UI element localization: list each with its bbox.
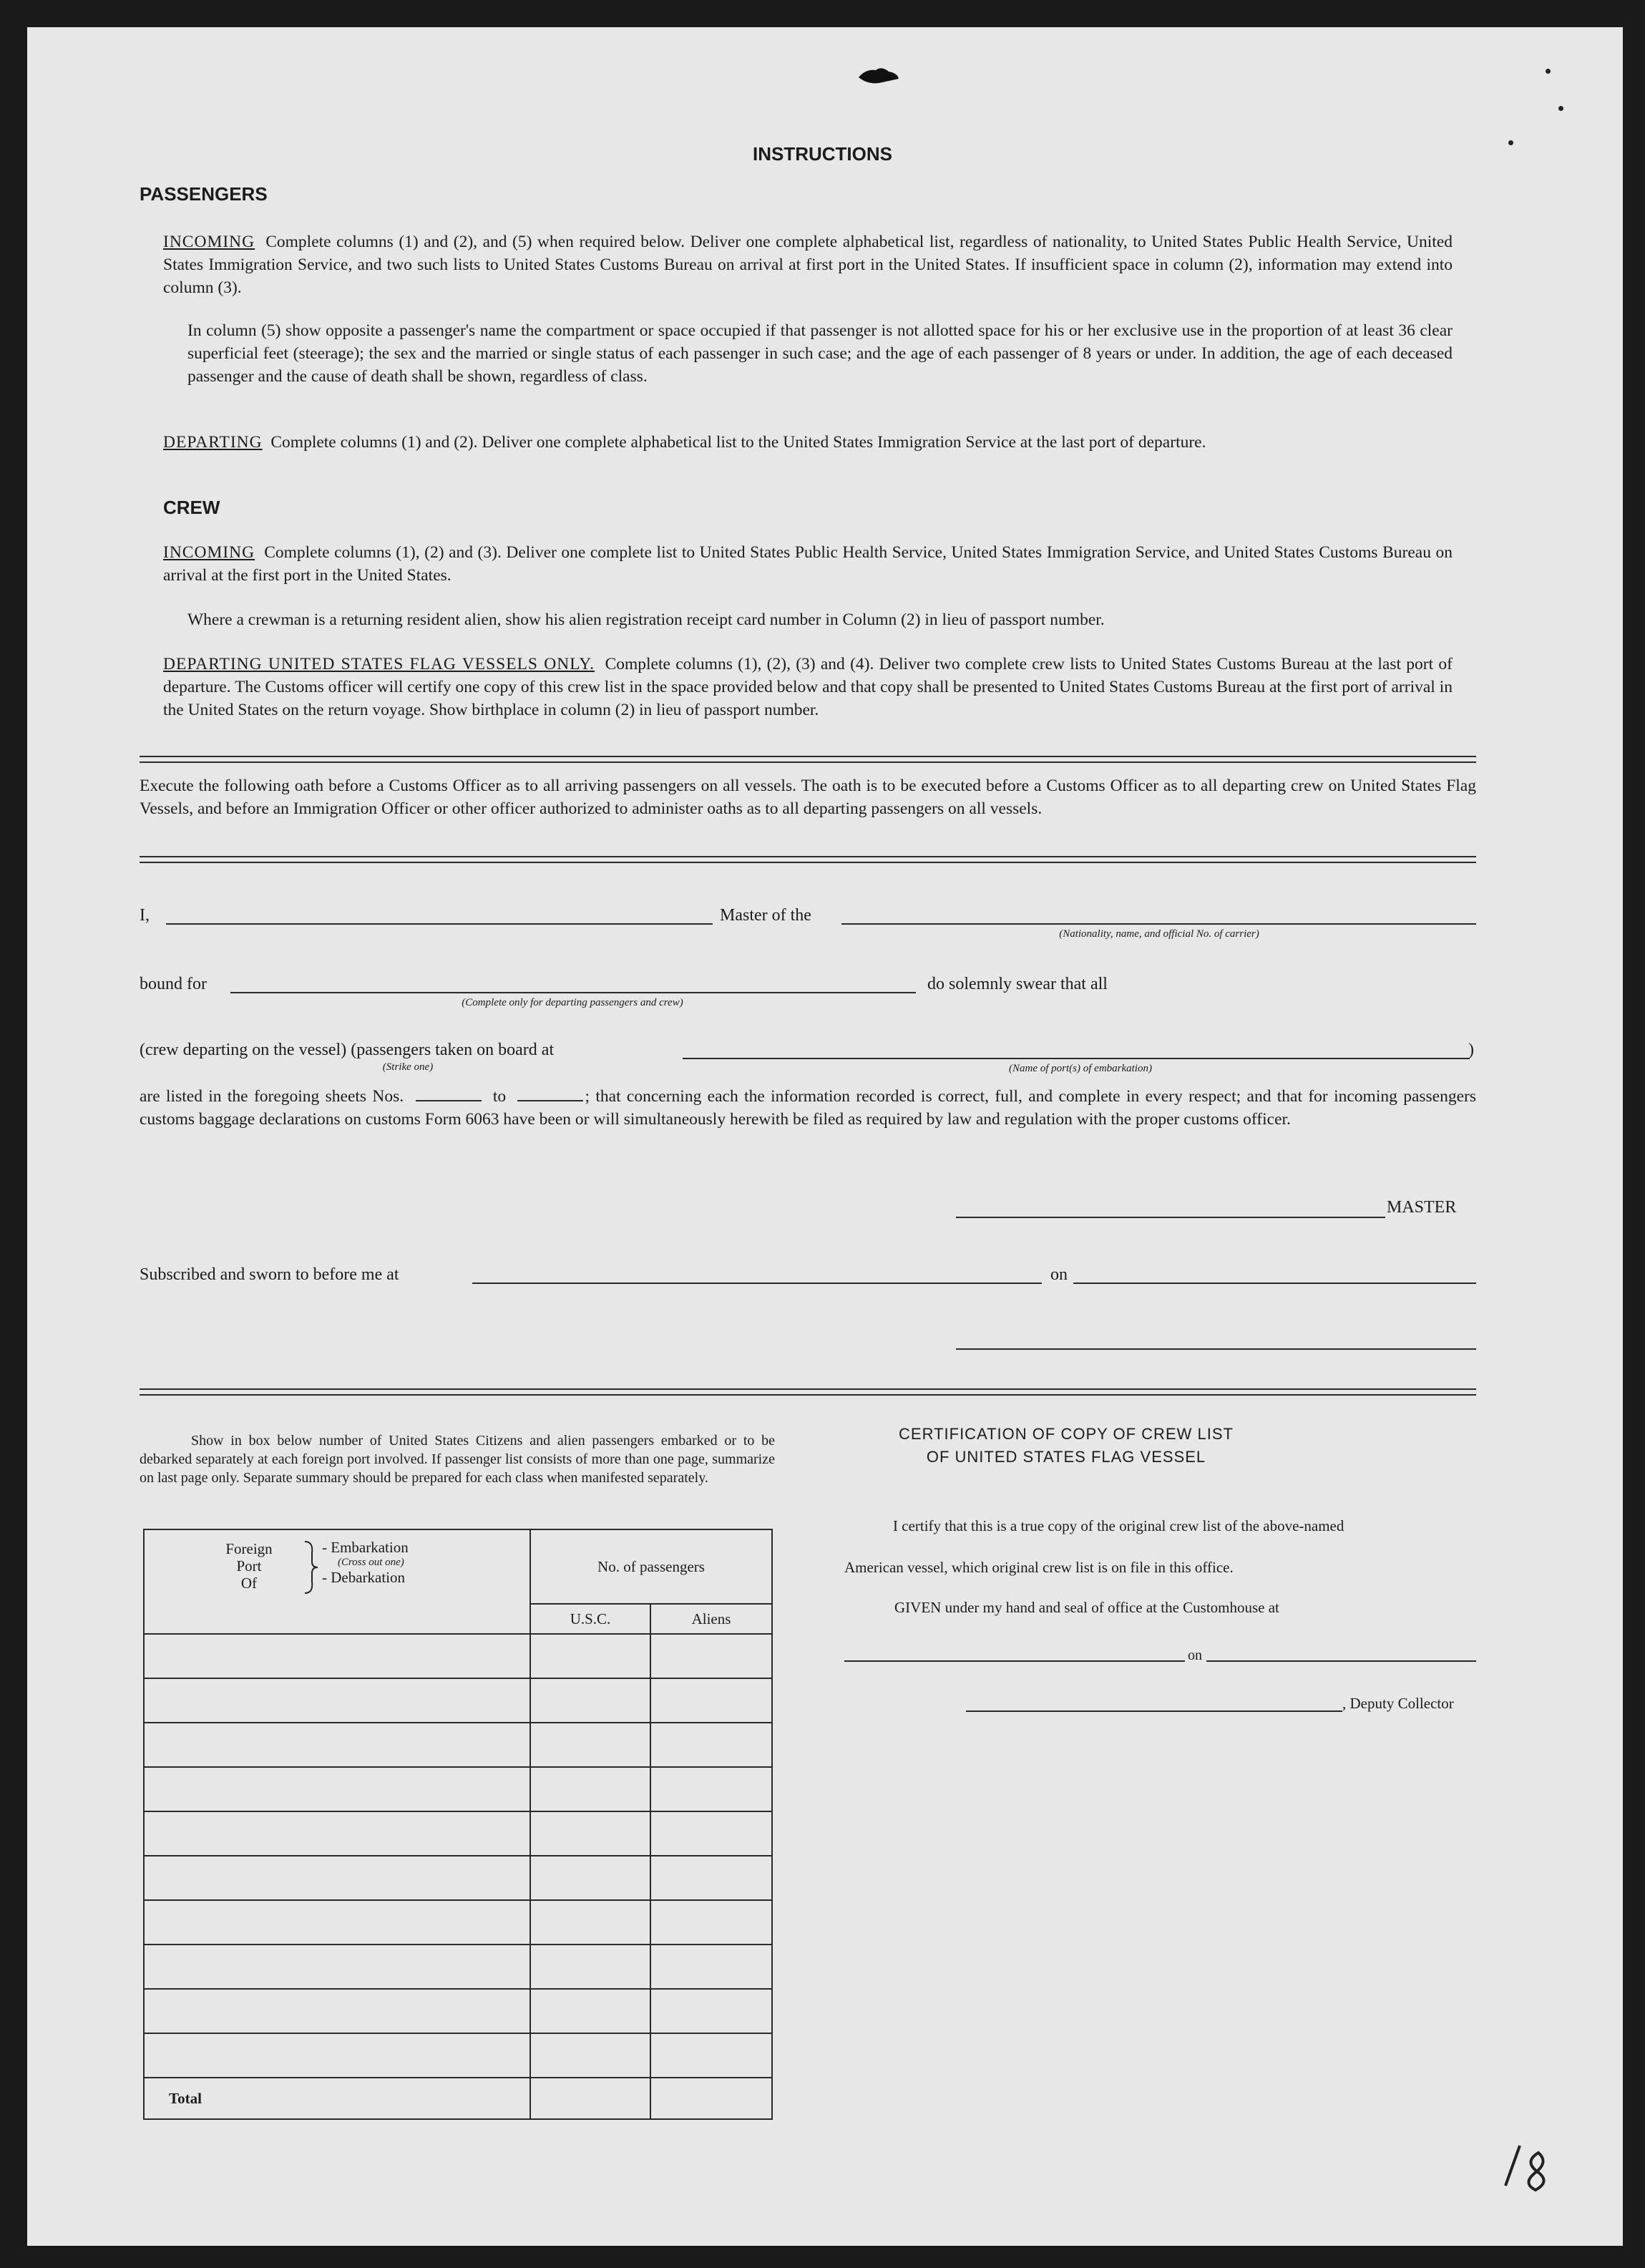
table-row bbox=[144, 1767, 772, 1811]
page-title: INSTRUCTIONS bbox=[753, 143, 892, 165]
total-row bbox=[144, 2078, 772, 2119]
port-cell[interactable] bbox=[144, 1900, 530, 1945]
swear-label: do solemnly swear that all bbox=[927, 975, 1108, 993]
resident-alien-paragraph: Where a crewman is a returning resident alien, show his alien registration receipt card number in Column (2) in lieu of passport number. bbox=[187, 610, 1105, 629]
sworn-place-field[interactable] bbox=[472, 1283, 1042, 1284]
table-row bbox=[144, 2033, 772, 2078]
foreign-label: Foreign bbox=[225, 1540, 273, 1557]
passengers-incoming-label: INCOMING bbox=[163, 233, 255, 251]
port-caption: (Name of port(s) of embarkation) bbox=[1009, 1063, 1152, 1074]
total-label: Total bbox=[144, 2078, 530, 2119]
sheets-paragraph bbox=[140, 1085, 1476, 1131]
sworn-date-field[interactable] bbox=[1073, 1283, 1476, 1284]
usc-header: U.S.C. bbox=[530, 1604, 650, 1634]
crew-departing-label: DEPARTING UNITED STATES FLAG VESSELS ONLY. bbox=[163, 655, 595, 673]
usc-cell[interactable] bbox=[530, 1811, 650, 1856]
port-cell[interactable] bbox=[144, 1989, 530, 2033]
usc-cell[interactable] bbox=[530, 1767, 650, 1811]
crew-departing-label: (crew departing on the vessel) (passengers taken on board at bbox=[140, 1041, 555, 1059]
aliens-cell[interactable] bbox=[650, 1723, 772, 1767]
usc-cell[interactable] bbox=[530, 1856, 650, 1900]
bound-caption: (Complete only for departing passengers and crew) bbox=[462, 997, 683, 1008]
port-cell[interactable] bbox=[144, 1856, 530, 1900]
port-cell[interactable] bbox=[144, 1634, 530, 1678]
table-row bbox=[144, 1945, 772, 1989]
handwritten-mark bbox=[1495, 2140, 1574, 2197]
listed-pre: are listed in the foregoing sheets Nos. bbox=[140, 1087, 404, 1106]
page-mark bbox=[1558, 106, 1563, 111]
sheet-from-field[interactable] bbox=[416, 1087, 482, 1101]
table-row bbox=[144, 1811, 772, 1856]
crew-incoming-text: Complete columns (1), (2) and (3). Deliver one complete list to United States Public Health Service, United States Immigration Service, and United States Customs Bureau on arrival at the first port in the United States. bbox=[163, 543, 1453, 585]
passengers-departing-paragraph bbox=[163, 431, 1453, 454]
usc-cell[interactable] bbox=[530, 2033, 650, 2078]
certification-title bbox=[844, 1423, 1474, 1469]
table-row bbox=[144, 1723, 772, 1767]
aliens-cell[interactable] bbox=[650, 1767, 772, 1811]
summary-note: Show in box below number of United States Citizens and alien passengers embarked or to be debarked separately at each foreign port involved. If passenger list consists of more than one page, summarize on last page only. Separate summary should be prepared for each class when manifested separately. bbox=[140, 1433, 775, 1486]
port-cell[interactable] bbox=[144, 1678, 530, 1723]
table-row bbox=[144, 1900, 772, 1945]
master-signature-field[interactable] bbox=[956, 1217, 1385, 1218]
usc-cell[interactable] bbox=[530, 1945, 650, 1989]
passengers-departing-text: Complete columns (1) and (2). Deliver one complete alphabetical list to the United States Immigration Service at the last port of departure. bbox=[270, 433, 1206, 452]
carrier-caption: (Nationality, name, and official No. of carrier) bbox=[1059, 928, 1259, 940]
column5-paragraph: In column (5) show opposite a passenger's name the compartment or space occupied if that passenger is not allotted space for his or her exclusive use in the proportion of at least 36 clear superficial feet (steerage); the sex and the married or single status of each passenger in such case; and the age of each passenger of 8 years or under. In addition, the age of each deceased passenger and the cause of death shall be shown, regardless of class. bbox=[187, 321, 1453, 386]
page-mark bbox=[1546, 69, 1551, 74]
crew-incoming-label: INCOMING bbox=[163, 543, 255, 562]
port-cell[interactable] bbox=[144, 1811, 530, 1856]
oath-i-label: I, bbox=[140, 906, 150, 925]
certification-date-field[interactable] bbox=[1206, 1660, 1476, 1662]
brace-icon bbox=[303, 1540, 319, 1595]
no-passengers-header: No. of passengers bbox=[530, 1529, 772, 1604]
cross-out-label: (Cross out one) bbox=[338, 1557, 404, 1568]
to-label: to bbox=[492, 1087, 507, 1106]
crew-incoming-paragraph bbox=[163, 541, 1453, 587]
table-row bbox=[144, 1856, 772, 1900]
given-text: GIVEN under my hand and seal of office at the Customhouse at bbox=[894, 1599, 1279, 1616]
port-cell[interactable] bbox=[144, 1723, 530, 1767]
sheet-to-field[interactable] bbox=[517, 1087, 583, 1101]
destination-field[interactable] bbox=[230, 992, 916, 993]
crew-departing-paragraph bbox=[163, 653, 1453, 721]
usc-cell[interactable] bbox=[530, 1634, 650, 1678]
aliens-cell[interactable] bbox=[650, 1989, 772, 2033]
oath-intro: Execute the following oath before a Customs Officer as to all arriving passengers on all vessels. The oath is to be executed before a Customs Officer as to all departing crew on United States Flag Vessels, and before an Immigration Officer or other officer authorized to administer oaths as to all departing passengers on all vessels. bbox=[140, 777, 1476, 818]
section-divider bbox=[140, 756, 1476, 763]
port-cell[interactable] bbox=[144, 2033, 530, 2078]
crew-heading: CREW bbox=[163, 497, 220, 518]
listed-post: ; that concerning each the information recorded is correct, full, and complete in every respect; and that for incoming passengers customs baggage declarations on customs Form 6063 have been or will simultaneously herewith be filed as required by law and regulation with the proper customs officer. bbox=[140, 1087, 1477, 1129]
total-usc-cell[interactable] bbox=[530, 2078, 650, 2119]
port-cell[interactable] bbox=[144, 1767, 530, 1811]
debarkation-label: - Debarkation bbox=[322, 1569, 406, 1586]
aliens-cell[interactable] bbox=[650, 1678, 772, 1723]
strike-caption: (Strike one) bbox=[382, 1061, 434, 1073]
certification-title-line2: OF UNITED STATES FLAG VESSEL bbox=[926, 1448, 1206, 1466]
port-cell[interactable] bbox=[144, 1945, 530, 1989]
aliens-cell[interactable] bbox=[650, 1811, 772, 1856]
ink-blot-icon bbox=[857, 66, 900, 86]
subscribed-label: Subscribed and sworn to before me at bbox=[140, 1265, 399, 1284]
usc-cell[interactable] bbox=[530, 1900, 650, 1945]
certification-on-label: on bbox=[1188, 1648, 1202, 1663]
close-paren: ) bbox=[1468, 1041, 1474, 1059]
usc-cell[interactable] bbox=[530, 1723, 650, 1767]
carrier-field[interactable] bbox=[841, 923, 1476, 925]
aliens-cell[interactable] bbox=[650, 1856, 772, 1900]
customhouse-field[interactable] bbox=[844, 1660, 1185, 1662]
port-label: Port bbox=[236, 1557, 262, 1575]
aliens-cell[interactable] bbox=[650, 1900, 772, 1945]
bound-for-label: bound for bbox=[140, 975, 207, 993]
deputy-collector-label: , Deputy Collector bbox=[1342, 1695, 1454, 1712]
usc-cell[interactable] bbox=[530, 1989, 650, 2033]
port-header-cell bbox=[144, 1529, 530, 1634]
table-row bbox=[144, 1634, 772, 1678]
officer-signature-field[interactable] bbox=[956, 1348, 1476, 1350]
total-aliens-cell[interactable] bbox=[650, 2078, 772, 2119]
crew-departing-text: Complete columns (1), (2), (3) and (4). Deliver two complete crew lists to United States Customs Bureau at the last port of departure. The Customs officer will certify one copy of this crew list in the space provided below and that copy shall be presented to United States Customs Bureau at the first port of arrival in the United States on the return voyage. Show birthplace in column (2) in lieu of passport number. bbox=[163, 655, 1453, 719]
certification-title-line1: CERTIFICATION OF COPY OF CREW LIST bbox=[899, 1425, 1234, 1443]
usc-cell[interactable] bbox=[530, 1678, 650, 1723]
deputy-signature-field[interactable] bbox=[966, 1710, 1342, 1712]
passenger-summary-table bbox=[143, 1529, 773, 2120]
passengers-incoming-paragraph bbox=[163, 230, 1453, 299]
embarkation-label: - Embarkation bbox=[322, 1539, 409, 1556]
table-row bbox=[144, 1678, 772, 1723]
embarkation-port-field[interactable] bbox=[683, 1058, 1470, 1059]
aliens-header: Aliens bbox=[650, 1604, 772, 1634]
master-name-field[interactable] bbox=[166, 923, 713, 925]
of-label: Of bbox=[240, 1575, 258, 1592]
section-divider bbox=[140, 1388, 1476, 1396]
aliens-cell[interactable] bbox=[650, 1945, 772, 1989]
certify-text: I certify that this is a true copy of the original crew list of the above-named bbox=[893, 1517, 1344, 1534]
sworn-on-label: on bbox=[1050, 1265, 1068, 1284]
master-label: MASTER bbox=[1387, 1198, 1457, 1217]
passengers-heading: PASSENGERS bbox=[140, 183, 268, 205]
table-row bbox=[144, 1989, 772, 2033]
american-vessel-text: American vessel, which original crew list is on file in this office. bbox=[844, 1559, 1234, 1576]
master-of-the-label: Master of the bbox=[720, 906, 811, 925]
aliens-cell[interactable] bbox=[650, 1634, 772, 1678]
section-divider bbox=[140, 856, 1476, 863]
aliens-cell[interactable] bbox=[650, 2033, 772, 2078]
passengers-departing-label: DEPARTING bbox=[163, 433, 263, 452]
passengers-incoming-text: Complete columns (1) and (2), and (5) when required below. Deliver one complete alphabetical list, regardless of nationality, to United States Public Health Service, United States Immigration Service, and two such lists to United States Customs Bureau on arrival at first port in the United States. If insufficient space in column (2), information may extend into column (3). bbox=[163, 233, 1453, 297]
